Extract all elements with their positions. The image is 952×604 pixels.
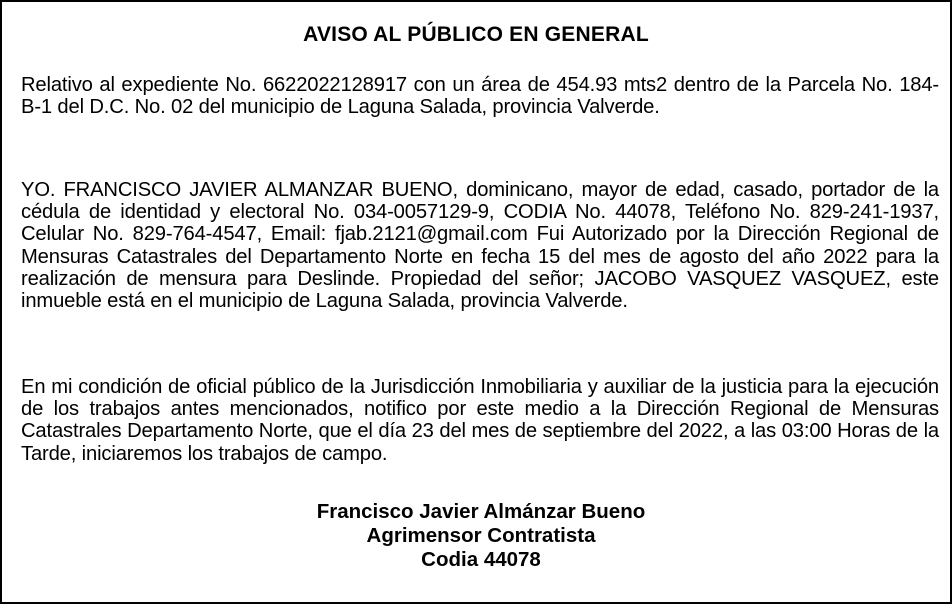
signature-name: Francisco Javier Almánzar Bueno [316, 500, 646, 523]
notice-title: AVISO AL PÚBLICO EN GENERAL [303, 23, 649, 46]
paragraph-surveyor-declaration: YO. FRANCISCO JAVIER ALMANZAR BUENO, dominicano, mayor de edad, casado, portador de la cédula de identidad y electoral No. 034-0057129-9, CODIA No. 44078, Teléfono No. 829-241-1937, Celular No. 829-764-4547, Email: fjab.2121@gmail.com Fui Autorizado por la Dirección Regional de Mensuras Catastrales del Departamento Norte en fecha 15 del mes de agosto del año 2022 para la realización de mensura para Deslinde. Propiedad del señor; JACOBO VASQUEZ VASQUEZ, este inmueble está en el municipio de Laguna Salada, provincia Valverde. [21, 179, 939, 313]
paragraph-expediente: Relativo al expediente No. 6622022128917 con un área de 454.93 mts2 dentro de la Parcela No. 184-B-1 del D.C. No. 02 del municipio de Laguna Salada, provincia Valverde. [21, 74, 939, 119]
signature-block [2, 500, 952, 572]
signature-role: Agrimensor Contratista [366, 524, 596, 547]
signature-codia: Codia 44078 [421, 548, 541, 571]
paragraph-notification: En mi condición de oficial público de la Jurisdicción Inmobiliaria y auxiliar de la justicia para la ejecución de los trabajos antes mencionados, notifico por este medio a la Dirección Regional de Mensuras Catastrales Departamento Norte, que el día 23 del mes de septiembre del 2022, a las 03:00 Horas de la Tarde, iniciaremos los trabajos de campo. [21, 376, 939, 465]
